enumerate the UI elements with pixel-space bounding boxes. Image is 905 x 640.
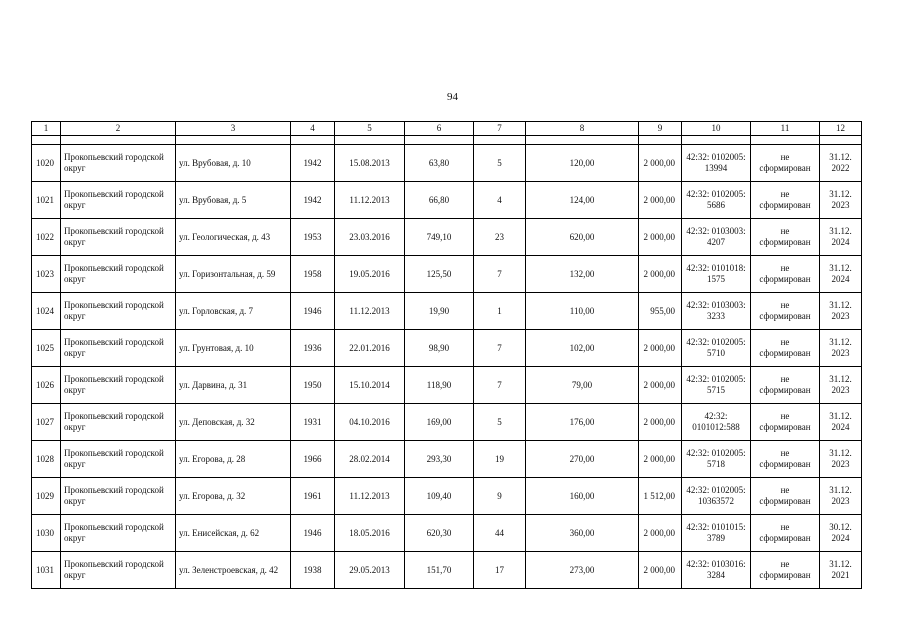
table-row [32,330,862,367]
cell-cadastral-number: 42:32: 0103003: 4207 [682,219,751,256]
cell-col8-value: 176,00 [526,404,639,441]
cell-year-built: 1966 [291,441,335,478]
cell-area: 620,30 [405,515,474,552]
cell-col8-value: 360,00 [526,515,639,552]
table-row [32,293,862,330]
cell-cadastral-number: 42:32: 0102005: 10363572 [682,478,751,515]
cell-land-status: не сформирован [751,478,820,515]
cell-col8-value: 110,00 [526,293,639,330]
cell-row-number: 1028 [32,441,61,478]
column-header-4: 4 [291,122,335,136]
table-row [32,441,862,478]
cell-row-number: 1025 [32,330,61,367]
cell-municipality: Прокопьевский городской округ [61,145,176,182]
column-header-10: 10 [682,122,751,136]
cell-cadastral-number: 42:32: 0103016: 3284 [682,552,751,589]
cell-row-number: 1026 [32,367,61,404]
cell-cadastral-number: 42:32: 0102005: 5710 [682,330,751,367]
cell-cadastral-number: 42:32: 0102005: 5718 [682,441,751,478]
cell-year-built: 1931 [291,404,335,441]
cell-col9-value: 2 000,00 [639,515,682,552]
cell-municipality: Прокопьевский городской округ [61,330,176,367]
cell-col8-value: 270,00 [526,441,639,478]
cell-area: 63,80 [405,145,474,182]
cell-address: ул. Геологическая, д. 43 [176,219,291,256]
cell-row-number: 1020 [32,145,61,182]
cell-row-number: 1023 [32,256,61,293]
column-header-7: 7 [474,122,526,136]
cell-col8-value: 273,00 [526,552,639,589]
cell-col9-value: 2 000,00 [639,145,682,182]
cell-date: 15.08.2013 [335,145,405,182]
cell-municipality: Прокопьевский городской округ [61,478,176,515]
cell-land-status: не сформирован [751,367,820,404]
cell-land-status: не сформирован [751,256,820,293]
column-header-9: 9 [639,122,682,136]
table-header-row [32,122,862,136]
cell-year-built: 1938 [291,552,335,589]
table-row [32,256,862,293]
cell-residents: 17 [474,552,526,589]
cell-year-built: 1953 [291,219,335,256]
cell-municipality: Прокопьевский городской округ [61,441,176,478]
cell-municipality: Прокопьевский городской округ [61,515,176,552]
registry-table [31,121,862,589]
cell-deadline: 31.12. 2023 [820,367,862,404]
cell-residents: 5 [474,404,526,441]
cell-address: ул. Врубовая, д. 5 [176,182,291,219]
cell-year-built: 1936 [291,330,335,367]
cell-residents: 4 [474,182,526,219]
cell-date: 18.05.2016 [335,515,405,552]
cell-land-status: не сформирован [751,219,820,256]
cell-deadline: 30.12. 2024 [820,515,862,552]
column-header-8: 8 [526,122,639,136]
cell-year-built: 1942 [291,145,335,182]
cell-col9-value: 955,00 [639,293,682,330]
cell-residents: 9 [474,478,526,515]
cell-address: ул. Егорова, д. 28 [176,441,291,478]
cell-residents: 44 [474,515,526,552]
table-row [32,552,862,589]
cell-deadline: 31.12. 2024 [820,404,862,441]
cell-col9-value: 2 000,00 [639,552,682,589]
cell-area: 293,30 [405,441,474,478]
cell-date: 23.03.2016 [335,219,405,256]
cell-col8-value: 620,00 [526,219,639,256]
cell-cadastral-number: 42:32: 0101018: 1575 [682,256,751,293]
cell-cadastral-number: 42:32: 0102005: 5715 [682,367,751,404]
cell-cadastral-number: 42:32: 0102005: 5686 [682,182,751,219]
cell-col9-value: 2 000,00 [639,219,682,256]
cell-residents: 7 [474,330,526,367]
cell-municipality: Прокопьевский городской округ [61,552,176,589]
cell-date: 11.12.2013 [335,478,405,515]
cell-municipality: Прокопьевский городской округ [61,404,176,441]
cell-land-status: не сформирован [751,552,820,589]
cell-address: ул. Горловская, д. 7 [176,293,291,330]
table-row [32,404,862,441]
cell-address: ул. Горизонтальная, д. 59 [176,256,291,293]
cell-date: 15.10.2014 [335,367,405,404]
cell-row-number: 1024 [32,293,61,330]
cell-date: 11.12.2013 [335,182,405,219]
cell-area: 749,10 [405,219,474,256]
cell-land-status: не сформирован [751,145,820,182]
cell-deadline: 31.12. 2023 [820,478,862,515]
cell-year-built: 1961 [291,478,335,515]
table-row [32,367,862,404]
cell-year-built: 1946 [291,515,335,552]
cell-residents: 19 [474,441,526,478]
cell-date: 19.05.2016 [335,256,405,293]
cell-cadastral-number: 42:32: 0103003: 3233 [682,293,751,330]
cell-address: ул. Егорова, д. 32 [176,478,291,515]
column-header-3: 3 [176,122,291,136]
cell-col8-value: 124,00 [526,182,639,219]
cell-municipality: Прокопьевский городской округ [61,256,176,293]
cell-residents: 23 [474,219,526,256]
cell-residents: 5 [474,145,526,182]
cell-address: ул. Деповская, д. 32 [176,404,291,441]
cell-address: ул. Енисейская, д. 62 [176,515,291,552]
column-header-2: 2 [61,122,176,136]
cell-deadline: 31.12. 2023 [820,182,862,219]
cell-address: ул. Дарвина, д. 31 [176,367,291,404]
cell-deadline: 31.12. 2024 [820,219,862,256]
cell-municipality: Прокопьевский городской округ [61,293,176,330]
cell-year-built: 1942 [291,182,335,219]
cell-col9-value: 2 000,00 [639,256,682,293]
cell-area: 169,00 [405,404,474,441]
cell-municipality: Прокопьевский городской округ [61,219,176,256]
cell-date: 11.12.2013 [335,293,405,330]
cell-area: 109,40 [405,478,474,515]
cell-date: 22.01.2016 [335,330,405,367]
cell-residents: 1 [474,293,526,330]
cell-address: ул. Врубовая, д. 10 [176,145,291,182]
cell-land-status: не сформирован [751,515,820,552]
table-row [32,145,862,182]
cell-deadline: 31.12. 2024 [820,256,862,293]
cell-area: 19,90 [405,293,474,330]
cell-deadline: 31.12. 2022 [820,145,862,182]
cell-area: 151,70 [405,552,474,589]
cell-area: 98,90 [405,330,474,367]
cell-row-number: 1027 [32,404,61,441]
cell-cadastral-number: 42:32: 0101015: 3789 [682,515,751,552]
cell-land-status: не сформирован [751,441,820,478]
column-header-11: 11 [751,122,820,136]
column-header-1: 1 [32,122,61,136]
cell-col8-value: 102,00 [526,330,639,367]
cell-date: 04.10.2016 [335,404,405,441]
table-spacer-row [32,136,862,145]
cell-cadastral-number: 42:32: 0102005: 13994 [682,145,751,182]
cell-residents: 7 [474,367,526,404]
cell-col8-value: 120,00 [526,145,639,182]
cell-deadline: 31.12. 2023 [820,441,862,478]
cell-row-number: 1031 [32,552,61,589]
cell-col8-value: 132,00 [526,256,639,293]
cell-row-number: 1030 [32,515,61,552]
cell-deadline: 31.12. 2023 [820,293,862,330]
cell-land-status: не сформирован [751,330,820,367]
cell-area: 66,80 [405,182,474,219]
cell-address: ул. Зеленстроевская, д. 42 [176,552,291,589]
table-row [32,182,862,219]
cell-row-number: 1022 [32,219,61,256]
cell-municipality: Прокопьевский городской округ [61,182,176,219]
cell-residents: 7 [474,256,526,293]
cell-area: 125,50 [405,256,474,293]
cell-col9-value: 1 512,00 [639,478,682,515]
cell-col9-value: 2 000,00 [639,330,682,367]
cell-cadastral-number: 42:32: 0101012:588 [682,404,751,441]
cell-deadline: 31.12. 2023 [820,330,862,367]
cell-deadline: 31.12. 2021 [820,552,862,589]
cell-col8-value: 160,00 [526,478,639,515]
cell-col9-value: 2 000,00 [639,182,682,219]
page-number: 94 [447,91,458,103]
cell-col9-value: 2 000,00 [639,367,682,404]
table-row [32,515,862,552]
cell-year-built: 1950 [291,367,335,404]
cell-land-status: не сформирован [751,182,820,219]
cell-col9-value: 2 000,00 [639,441,682,478]
cell-area: 118,90 [405,367,474,404]
column-header-5: 5 [335,122,405,136]
cell-year-built: 1958 [291,256,335,293]
cell-row-number: 1029 [32,478,61,515]
cell-land-status: не сформирован [751,404,820,441]
cell-row-number: 1021 [32,182,61,219]
cell-col9-value: 2 000,00 [639,404,682,441]
column-header-6: 6 [405,122,474,136]
cell-municipality: Прокопьевский городской округ [61,367,176,404]
cell-land-status: не сформирован [751,293,820,330]
cell-date: 29.05.2013 [335,552,405,589]
cell-col8-value: 79,00 [526,367,639,404]
cell-address: ул. Грунтовая, д. 10 [176,330,291,367]
cell-date: 28.02.2014 [335,441,405,478]
table-row [32,478,862,515]
table-row [32,219,862,256]
column-header-12: 12 [820,122,862,136]
cell-year-built: 1946 [291,293,335,330]
